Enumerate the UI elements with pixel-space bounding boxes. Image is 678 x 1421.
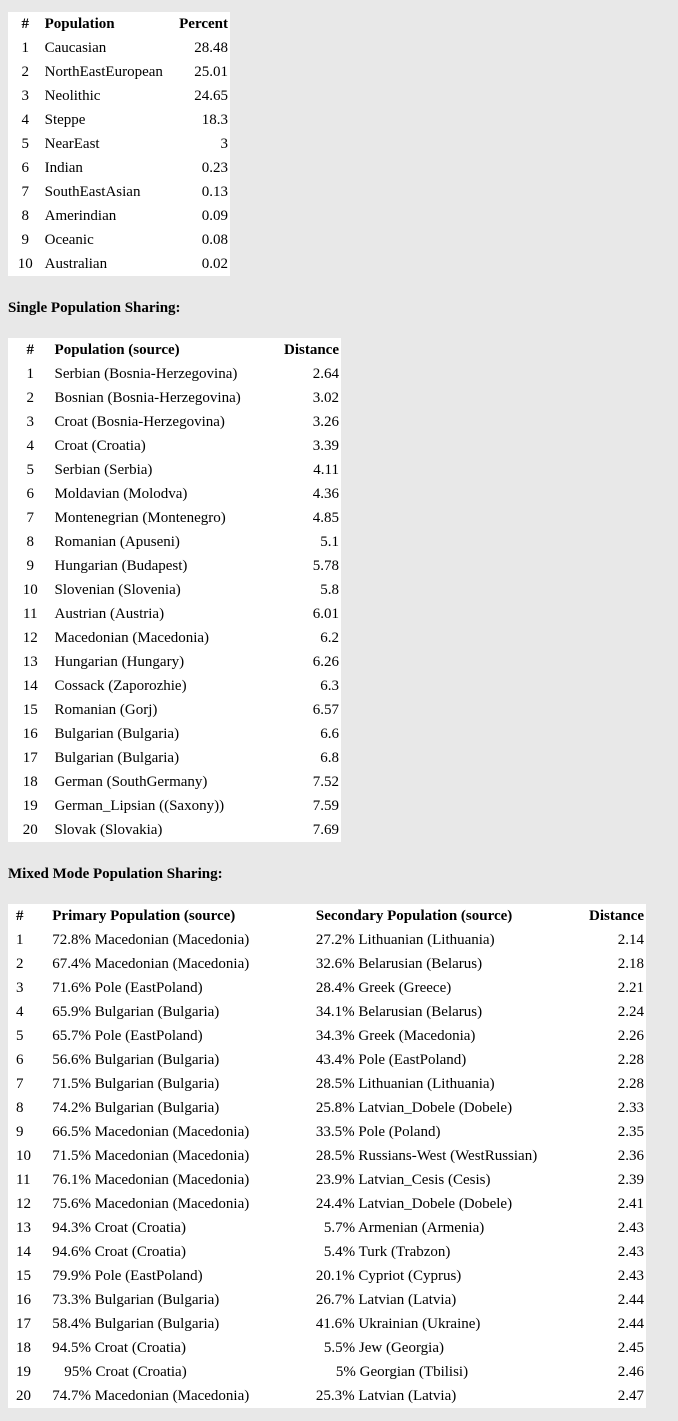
cell-distance: 5.1 <box>320 534 339 550</box>
cell-distance: 7.69 <box>312 822 339 838</box>
table-header-row <box>8 338 341 362</box>
cell-population-source: Croat (Croatia) <box>54 438 146 454</box>
cell-population-source: Macedonian (Macedonia) <box>54 630 210 646</box>
cell-population: SouthEastAsian <box>44 184 141 200</box>
table-row <box>8 180 230 204</box>
cell-rank: 3 <box>21 88 30 104</box>
header-distance: Distance <box>284 342 339 358</box>
table-row <box>8 1216 646 1240</box>
cell-distance: 6.8 <box>320 750 339 766</box>
cell-population-source: Serbian (Bosnia-Herzegovina) <box>54 366 238 382</box>
table-row <box>8 252 230 276</box>
cell-distance: 2.44 <box>617 1292 644 1308</box>
cell-percent: 0.13 <box>201 184 228 200</box>
cell-primary-population: 74.2% Bulgarian (Bulgaria) <box>52 1100 220 1116</box>
cell-population-source: Hungarian (Budapest) <box>54 558 188 574</box>
cell-rank: 9 <box>21 232 30 248</box>
table-row <box>8 1096 646 1120</box>
cell-distance: 3.39 <box>312 438 339 454</box>
table-row <box>8 976 646 1000</box>
table-row <box>8 952 646 976</box>
cell-distance: 2.28 <box>617 1076 644 1092</box>
mixed-mode-table-body <box>8 928 646 1408</box>
cell-population: Amerindian <box>44 208 117 224</box>
table-row <box>8 1048 646 1072</box>
cell-rank: 5 <box>16 1028 24 1044</box>
cell-secondary-population: 33.5% Pole (Poland) <box>315 1124 441 1140</box>
cell-distance: 4.85 <box>312 510 339 526</box>
cell-primary-population: 94.6% Croat (Croatia) <box>52 1244 186 1260</box>
cell-rank: 8 <box>21 208 30 224</box>
cell-rank: 20 <box>22 822 38 838</box>
cell-rank: 16 <box>16 1292 31 1308</box>
cell-rank: 10 <box>17 256 33 272</box>
cell-rank: 2 <box>21 64 30 80</box>
cell-secondary-population: 23.9% Latvian_Cesis (Cesis) <box>315 1172 491 1188</box>
cell-rank: 15 <box>22 702 38 718</box>
cell-distance: 6.57 <box>312 702 339 718</box>
cell-rank: 8 <box>26 534 35 550</box>
cell-rank: 17 <box>16 1316 31 1332</box>
cell-distance: 2.36 <box>617 1148 644 1164</box>
admixture-table <box>8 12 230 276</box>
cell-rank: 5 <box>26 462 35 478</box>
cell-rank: 12 <box>22 630 38 646</box>
table-header-row <box>8 12 230 36</box>
cell-rank: 6 <box>26 486 35 502</box>
cell-distance: 2.43 <box>617 1220 644 1236</box>
cell-population: Neolithic <box>44 88 101 104</box>
cell-percent: 25.01 <box>194 64 228 80</box>
cell-distance: 2.26 <box>617 1028 644 1044</box>
cell-primary-population: 72.8% Macedonian (Macedonia) <box>52 932 250 948</box>
cell-secondary-population: 43.4% Pole (EastPoland) <box>315 1052 467 1068</box>
cell-percent: 3 <box>220 136 228 152</box>
cell-secondary-population: 5.4% Turk (Trabzon) <box>323 1244 451 1260</box>
cell-rank: 19 <box>22 798 38 814</box>
table-row <box>8 1024 646 1048</box>
cell-percent: 24.65 <box>194 88 228 104</box>
table-row <box>8 506 341 530</box>
cell-rank: 14 <box>22 678 38 694</box>
table-row <box>8 1120 646 1144</box>
cell-distance: 2.43 <box>617 1244 644 1260</box>
cell-rank: 16 <box>22 726 38 742</box>
cell-rank: 14 <box>16 1244 31 1260</box>
cell-distance: 7.52 <box>312 774 339 790</box>
cell-rank: 10 <box>22 582 38 598</box>
cell-rank: 3 <box>16 980 24 996</box>
cell-rank: 5 <box>21 136 30 152</box>
cell-primary-population: 74.7% Macedonian (Macedonia) <box>52 1388 250 1404</box>
cell-rank: 20 <box>16 1388 31 1404</box>
cell-secondary-population: 27.2% Lithuanian (Lithuania) <box>315 932 495 948</box>
cell-population: NearEast <box>44 136 100 152</box>
cell-percent: 18.3 <box>201 112 228 128</box>
table-row <box>8 602 341 626</box>
cell-primary-population: 65.7% Pole (EastPoland) <box>52 1028 203 1044</box>
cell-secondary-population: 41.6% Ukrainian (Ukraine) <box>315 1316 481 1332</box>
table-row <box>8 746 341 770</box>
table-row <box>8 928 646 952</box>
header-population: Population <box>44 16 115 32</box>
cell-percent: 28.48 <box>194 40 228 56</box>
table-row <box>8 794 341 818</box>
header-population-source: Population (source) <box>54 342 180 358</box>
cell-percent: 0.09 <box>201 208 228 224</box>
cell-rank: 8 <box>16 1100 24 1116</box>
cell-rank: 7 <box>16 1076 24 1092</box>
table-row <box>8 60 230 84</box>
cell-rank: 11 <box>23 606 38 622</box>
cell-distance: 5.78 <box>312 558 339 574</box>
cell-rank: 15 <box>16 1268 31 1284</box>
cell-secondary-population: 5% Georgian (Tbilisi) <box>335 1364 469 1380</box>
cell-distance: 2.14 <box>617 932 644 948</box>
cell-distance: 6.01 <box>312 606 339 622</box>
mixed-mode-title: Mixed Mode Population Sharing: <box>8 866 223 882</box>
cell-distance: 2.45 <box>617 1340 644 1356</box>
single-population-table <box>8 338 341 842</box>
cell-population-source: Montenegrian (Montenegro) <box>54 510 226 526</box>
cell-population-source: Cossack (Zaporozhie) <box>54 678 187 694</box>
cell-population-source: Hungarian (Hungary) <box>54 654 185 670</box>
table-row <box>8 108 230 132</box>
cell-primary-population: 79.9% Pole (EastPoland) <box>52 1268 203 1284</box>
cell-rank: 10 <box>16 1148 31 1164</box>
cell-distance: 2.24 <box>617 1004 644 1020</box>
table-row <box>8 84 230 108</box>
cell-secondary-population: 28.5% Lithuanian (Lithuania) <box>315 1076 495 1092</box>
cell-rank: 1 <box>21 40 30 56</box>
cell-distance: 6.2 <box>320 630 339 646</box>
cell-distance: 2.43 <box>617 1268 644 1284</box>
cell-rank: 7 <box>21 184 30 200</box>
cell-rank: 11 <box>16 1172 31 1188</box>
cell-population-source: Slovenian (Slovenia) <box>54 582 181 598</box>
cell-population-source: Romanian (Gorj) <box>54 702 158 718</box>
table-row <box>8 1336 646 1360</box>
table-row <box>8 434 341 458</box>
cell-population: Steppe <box>44 112 86 128</box>
cell-population: Australian <box>44 256 108 272</box>
cell-rank: 6 <box>16 1052 24 1068</box>
mixed-mode-table <box>8 904 646 1408</box>
cell-rank: 19 <box>16 1364 31 1380</box>
cell-distance: 6.6 <box>320 726 339 742</box>
cell-primary-population: 71.6% Pole (EastPoland) <box>52 980 203 996</box>
table-row <box>8 362 341 386</box>
cell-distance: 2.41 <box>617 1196 644 1212</box>
cell-rank: 1 <box>26 366 35 382</box>
table-row <box>8 722 341 746</box>
cell-population-source: Austrian (Austria) <box>54 606 165 622</box>
cell-rank: 9 <box>16 1124 24 1140</box>
table-row <box>8 386 341 410</box>
cell-rank: 6 <box>21 160 30 176</box>
cell-distance: 2.44 <box>617 1316 644 1332</box>
cell-rank: 7 <box>26 510 35 526</box>
table-row <box>8 410 341 434</box>
single-population-table-body <box>8 362 341 842</box>
header-rank: # <box>16 908 24 924</box>
header-secondary-population: Secondary Population (source) <box>315 908 513 924</box>
cell-primary-population: 58.4% Bulgarian (Bulgaria) <box>52 1316 220 1332</box>
cell-distance: 2.39 <box>617 1172 644 1188</box>
cell-rank: 4 <box>26 438 35 454</box>
header-distance: Distance <box>589 908 644 924</box>
table-row <box>8 530 341 554</box>
cell-primary-population: 71.5% Bulgarian (Bulgaria) <box>52 1076 220 1092</box>
cell-distance: 2.35 <box>617 1124 644 1140</box>
table-row <box>8 1192 646 1216</box>
table-row <box>8 482 341 506</box>
header-percent: Percent <box>179 16 228 32</box>
table-row <box>8 626 341 650</box>
cell-population-source: German (SouthGermany) <box>54 774 208 790</box>
cell-primary-population: 65.9% Bulgarian (Bulgaria) <box>52 1004 220 1020</box>
cell-population: Indian <box>44 160 83 176</box>
cell-secondary-population: 5.7% Armenian (Armenia) <box>323 1220 485 1236</box>
cell-rank: 17 <box>22 750 38 766</box>
cell-percent: 0.02 <box>201 256 228 272</box>
cell-secondary-population: 25.3% Latvian (Latvia) <box>315 1388 457 1404</box>
table-row <box>8 132 230 156</box>
cell-population: Oceanic <box>44 232 94 248</box>
header-primary-population: Primary Population (source) <box>52 908 236 924</box>
table-row <box>8 1240 646 1264</box>
cell-primary-population: 73.3% Bulgarian (Bulgaria) <box>52 1292 220 1308</box>
cell-primary-population: 94.3% Croat (Croatia) <box>52 1220 186 1236</box>
cell-primary-population: 71.5% Macedonian (Macedonia) <box>52 1148 250 1164</box>
cell-rank: 4 <box>16 1004 24 1020</box>
table-row <box>8 1000 646 1024</box>
cell-distance: 3.26 <box>312 414 339 430</box>
cell-primary-population: 75.6% Macedonian (Macedonia) <box>52 1196 250 1212</box>
table-row <box>8 1072 646 1096</box>
cell-primary-population: 66.5% Macedonian (Macedonia) <box>52 1124 250 1140</box>
cell-distance: 2.33 <box>617 1100 644 1116</box>
cell-population-source: Moldavian (Molodva) <box>54 486 188 502</box>
cell-percent: 0.08 <box>201 232 228 248</box>
cell-secondary-population: 20.1% Cypriot (Cyprus) <box>315 1268 462 1284</box>
cell-primary-population: 95% Croat (Croatia) <box>64 1364 187 1380</box>
cell-primary-population: 94.5% Croat (Croatia) <box>52 1340 186 1356</box>
cell-distance: 6.3 <box>320 678 339 694</box>
cell-rank: 9 <box>26 558 35 574</box>
cell-population-source: Croat (Bosnia-Herzegovina) <box>54 414 225 430</box>
table-row <box>8 770 341 794</box>
cell-distance: 7.59 <box>312 798 339 814</box>
admixture-table-body <box>8 36 230 276</box>
single-population-title: Single Population Sharing: <box>8 300 181 316</box>
table-row <box>8 156 230 180</box>
table-header-row <box>8 904 646 928</box>
table-row <box>8 698 341 722</box>
header-rank: # <box>21 16 30 32</box>
cell-primary-population: 67.4% Macedonian (Macedonia) <box>52 956 250 972</box>
cell-secondary-population: 24.4% Latvian_Dobele (Dobele) <box>315 1196 513 1212</box>
cell-distance: 3.02 <box>312 390 339 406</box>
cell-rank: 18 <box>16 1340 31 1356</box>
cell-population: NorthEastEuropean <box>44 64 163 80</box>
cell-rank: 2 <box>26 390 35 406</box>
cell-rank: 1 <box>16 932 24 948</box>
table-row <box>8 650 341 674</box>
table-row <box>8 458 341 482</box>
table-row <box>8 674 341 698</box>
cell-rank: 13 <box>16 1220 31 1236</box>
table-row <box>8 554 341 578</box>
cell-rank: 2 <box>16 956 24 972</box>
table-row <box>8 1312 646 1336</box>
table-row <box>8 818 341 842</box>
cell-population-source: Bulgarian (Bulgaria) <box>54 750 180 766</box>
table-row <box>8 1264 646 1288</box>
cell-secondary-population: 25.8% Latvian_Dobele (Dobele) <box>315 1100 513 1116</box>
cell-population: Caucasian <box>44 40 107 56</box>
cell-population-source: Slovak (Slovakia) <box>54 822 163 838</box>
table-row <box>8 1288 646 1312</box>
cell-rank: 4 <box>21 112 30 128</box>
cell-distance: 2.46 <box>617 1364 644 1380</box>
cell-population-source: Bulgarian (Bulgaria) <box>54 726 180 742</box>
cell-population-source: Bosnian (Bosnia-Herzegovina) <box>54 390 241 406</box>
cell-secondary-population: 34.3% Greek (Macedonia) <box>315 1028 476 1044</box>
cell-distance: 2.28 <box>617 1052 644 1068</box>
cell-distance: 2.21 <box>617 980 644 996</box>
cell-distance: 4.36 <box>312 486 339 502</box>
cell-population-source: Romanian (Apuseni) <box>54 534 180 550</box>
cell-distance: 2.18 <box>617 956 644 972</box>
cell-primary-population: 56.6% Bulgarian (Bulgaria) <box>52 1052 220 1068</box>
cell-secondary-population: 32.6% Belarusian (Belarus) <box>315 956 483 972</box>
cell-percent: 0.23 <box>201 160 228 176</box>
cell-population-source: Serbian (Serbia) <box>54 462 153 478</box>
cell-secondary-population: 26.7% Latvian (Latvia) <box>315 1292 457 1308</box>
table-row <box>8 1144 646 1168</box>
table-row <box>8 1168 646 1192</box>
cell-rank: 3 <box>26 414 35 430</box>
cell-distance: 4.11 <box>313 462 339 478</box>
table-row <box>8 1360 646 1384</box>
cell-rank: 18 <box>22 774 38 790</box>
cell-distance: 5.8 <box>320 582 339 598</box>
cell-secondary-population: 28.4% Greek (Greece) <box>315 980 452 996</box>
table-row <box>8 36 230 60</box>
cell-rank: 13 <box>22 654 38 670</box>
table-row <box>8 1384 646 1408</box>
cell-secondary-population: 28.5% Russians-West (WestRussian) <box>315 1148 538 1164</box>
cell-distance: 2.64 <box>312 366 339 382</box>
header-rank: # <box>26 342 35 358</box>
cell-distance: 2.47 <box>617 1388 644 1404</box>
cell-rank: 12 <box>16 1196 31 1212</box>
cell-secondary-population: 34.1% Belarusian (Belarus) <box>315 1004 483 1020</box>
table-row <box>8 204 230 228</box>
cell-population-source: German_Lipsian ((Saxony)) <box>54 798 225 814</box>
cell-secondary-population: 5.5% Jew (Georgia) <box>323 1340 444 1356</box>
table-row <box>8 578 341 602</box>
cell-primary-population: 76.1% Macedonian (Macedonia) <box>52 1172 250 1188</box>
cell-distance: 6.26 <box>312 654 339 670</box>
table-row <box>8 228 230 252</box>
